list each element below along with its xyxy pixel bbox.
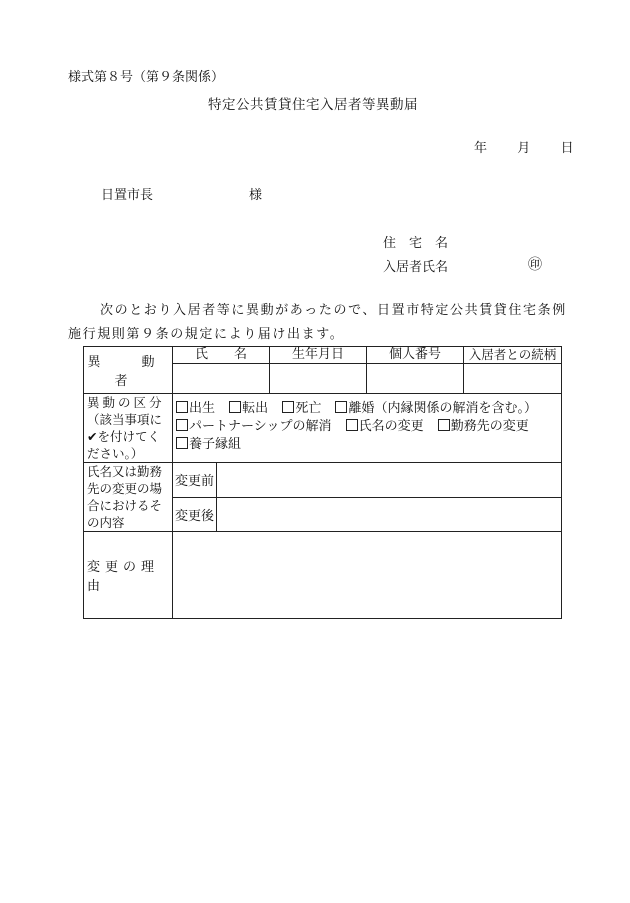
option-partnership-label: パートナーシップの解消 (189, 419, 332, 434)
change-content-label: 氏名又は勤務先の変更の場合におけるその内容 (84, 463, 173, 532)
col-name: 氏 名 (173, 347, 270, 364)
checkbox-partnership[interactable] (176, 419, 188, 431)
before-field[interactable] (217, 463, 562, 498)
form-title: 特定公共賃貸住宅入居者等異動届 (208, 97, 418, 113)
personal-number-field[interactable] (367, 364, 464, 394)
resident-name-label: 入居者氏名 (383, 260, 449, 275)
checkbox-work-change[interactable] (438, 419, 450, 431)
after-field[interactable] (217, 497, 562, 532)
option-moveout[interactable] (229, 400, 268, 418)
checkbox-adoption[interactable] (176, 437, 188, 449)
checkbox-name-change[interactable] (346, 419, 358, 431)
option-birth-label: 出生 (189, 401, 216, 416)
reason-label: 変更の理由 (84, 532, 173, 619)
option-partnership[interactable] (176, 418, 331, 436)
notice-text: 次のとおり入居者等に異動があったので、日置市特定公共賃貸住宅条例施行規則第９条の規定により届け出ます。 (68, 303, 567, 342)
year-label: 年 (474, 141, 488, 156)
mover-label: 異 動 者 (84, 347, 173, 394)
category-label-title: 異動の区分 (87, 395, 165, 410)
option-divorce-label: 離婚（内縁関係の解消を含む。） (348, 401, 537, 416)
category-label-note: （該当事項に✔を付けてください。） (87, 412, 163, 461)
reason-field[interactable] (173, 532, 562, 619)
option-birth[interactable] (176, 400, 215, 418)
relationship-field[interactable] (464, 364, 562, 394)
category-options (173, 394, 562, 463)
house-name-label: 住 宅 名 (383, 236, 449, 251)
honorific: 様 (249, 188, 263, 203)
month-label: 月 (517, 141, 531, 156)
option-moveout-label: 転出 (242, 401, 269, 416)
col-personal-number: 個人番号 (367, 347, 464, 364)
date-line (474, 137, 574, 156)
option-death-label: 死亡 (295, 401, 322, 416)
checkbox-death[interactable] (282, 401, 294, 413)
form-number: 様式第８号（第９条関係） (68, 70, 225, 85)
checkbox-moveout[interactable] (229, 401, 241, 413)
birthdate-field[interactable] (270, 364, 367, 394)
before-label: 変更前 (173, 463, 217, 498)
option-work-change-label: 勤務先の変更 (450, 419, 529, 434)
col-birthdate: 生年月日 (270, 347, 367, 364)
col-relationship: 入居者との続柄 (464, 347, 562, 364)
option-divorce[interactable] (335, 400, 537, 418)
change-form-table (83, 346, 562, 619)
category-label (84, 394, 173, 463)
option-work-change[interactable] (438, 418, 529, 436)
option-name-change[interactable] (346, 418, 424, 436)
after-label: 変更後 (173, 497, 217, 532)
checkbox-divorce[interactable] (335, 401, 347, 413)
addressee: 日置市長 (101, 188, 154, 203)
option-death[interactable] (282, 400, 321, 418)
option-adoption[interactable] (176, 436, 241, 454)
checkbox-birth[interactable] (176, 401, 188, 413)
seal-mark: ㊞ (528, 257, 542, 273)
option-name-change-label: 氏名の変更 (358, 419, 424, 434)
option-adoption-label: 養子縁組 (189, 437, 242, 452)
day-label: 日 (560, 141, 574, 156)
